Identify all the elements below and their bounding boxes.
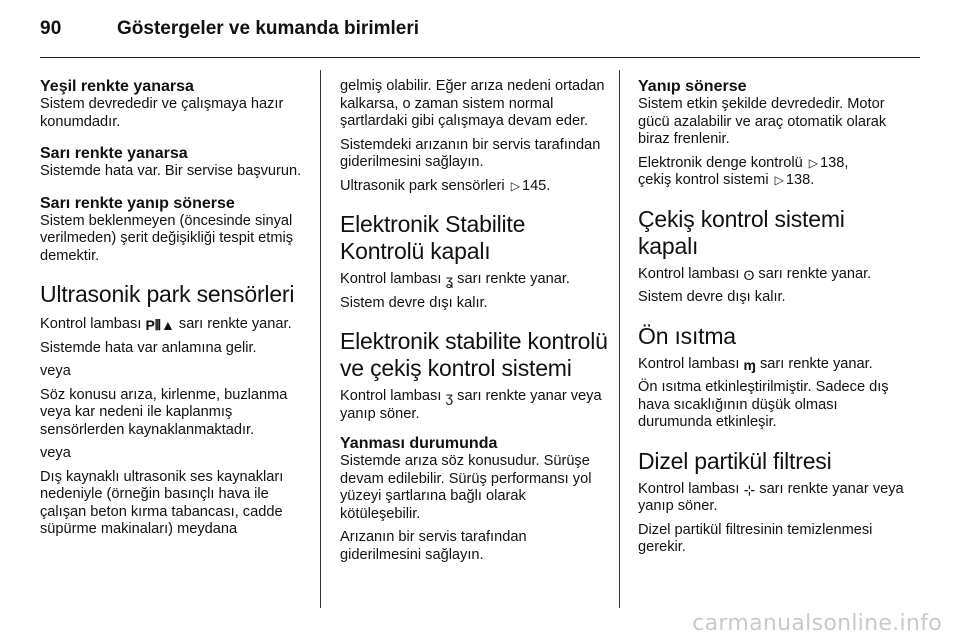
paragraph: Sistem devre dışı kalır. (638, 289, 786, 305)
paragraph (340, 388, 610, 423)
text-fragment: Kontrol lambası (340, 271, 442, 287)
page-header (40, 14, 920, 54)
paragraph: Dış kaynaklı ultrasonik ses kaynakları nedeniyle (örneğin basınçlı hava ile çalışan beton kırma tabancası, cadde süpürme makinaları) meydana (40, 468, 284, 537)
page-reference: 145. (521, 177, 551, 194)
paragraph (638, 481, 908, 516)
section-heading: Sarı renkte yanıp sönerse (40, 194, 235, 212)
esc-off-icon: ʓ (445, 272, 454, 288)
paragraph: Arızanın bir servis tarafından giderilmesini sağlayın. (340, 529, 527, 563)
paragraph: Söz konusu arıza, kirlenme, buzlanma veya kar nedeni ile kaplanmış sensörlerden kaynaklanmaktadır. (40, 386, 288, 438)
text-fragment: sarı renkte yanar veya yanıp söner. (340, 388, 602, 422)
text-fragment: sarı renkte yanar. (758, 265, 872, 282)
traction-control-off-icon: ʘ (743, 266, 755, 283)
section-heading: Sarı renkte yanarsa (40, 145, 188, 162)
paragraph (340, 271, 610, 289)
paragraph (40, 316, 310, 334)
paragraph (638, 266, 908, 284)
paragraph: Ön ısıtma etkinleştirilmiştir. Sadece dış hava sıcaklığının düşük olması durumunda etkinleşir. (638, 379, 889, 430)
section-heading: Ön ısıtma (638, 322, 736, 349)
section-heading: Yanıp sönerse (638, 78, 747, 95)
header-rule (40, 57, 920, 58)
text-fragment: sarı renkte yanar. (178, 316, 292, 332)
paragraph: gelmiş olabilir. Eğer arıza nedeni ortadan kalkarsa, o zaman sistem normal şartlardaki gibi çalışmaya devam eder. (340, 78, 605, 129)
paragraph: Sistemde hata var anlamına gelir. (40, 339, 257, 356)
page-title: Göstergeler ve kumanda birimleri (117, 18, 420, 39)
page-reference: 138. (785, 172, 815, 188)
text-fragment: Kontrol lambası (638, 265, 740, 282)
text-fragment: Kontrol lambası (40, 316, 142, 332)
paragraph: veya (40, 363, 71, 379)
text-fragment: sarı renkte yanar. (457, 271, 570, 287)
page-reference-icon: ▷ (808, 155, 818, 170)
section-heading: Dizel partikül filtresi (638, 447, 832, 474)
page-reference-icon: ▷ (510, 178, 520, 193)
watermark: carmanualsonline.info (692, 611, 942, 636)
paragraph: Sistem devre dışı kalır. (340, 294, 488, 311)
paragraph: Sistem devrededir ve çalışmaya hazır konumdadır. (40, 96, 284, 130)
paragraph: veya (40, 445, 71, 461)
text-fragment: sarı renkte yanar. (759, 355, 873, 372)
section-heading: Çekiş kontrol sistemi kapalı (638, 205, 845, 259)
section-heading: Ultrasonik park sensörleri (40, 281, 295, 307)
paragraph: Sistemde hata var. Bir servise başvurun. (40, 163, 302, 179)
text-fragment: sarı renkte yanar veya yanıp söner. (638, 480, 904, 514)
column-divider (320, 70, 321, 608)
column-left (40, 62, 310, 539)
section-heading: Elektronik stabilite kontrolü ve çekiş kontrol sistemi (340, 328, 608, 381)
column-middle (340, 62, 610, 564)
paragraph: Sistemde arıza söz konusudur. Sürüşe devam edilebilir. Sürüş performansı yol yüzeyi şartlarına bağlı olarak kötüleşebilir. (340, 453, 592, 522)
paragraph (638, 155, 908, 190)
text-fragment: Ultrasonik park sensörleri (340, 177, 505, 194)
diesel-particle-filter-icon: ⊹ (743, 481, 756, 498)
text-fragment: çekiş kontrol sistemi (638, 172, 769, 188)
text-fragment: Kontrol lambası (638, 480, 740, 497)
paragraph: Sistemdeki arızanın bir servis tarafından giderilmesini sağlayın. (340, 136, 601, 170)
page-number: 90 (40, 18, 62, 39)
paragraph: Dizel partikül filtresinin temizlenmesi gerekir. (638, 521, 873, 555)
column-divider (619, 70, 620, 608)
paragraph: Sistem beklenmeyen (öncesinde sinyal verilmeden) şerit değişikliği tespit etmiş demektir. (40, 212, 294, 264)
page-reference-icon: ▷ (774, 173, 784, 187)
text-fragment: Kontrol lambası (340, 388, 442, 404)
page-reference: 138, (819, 154, 849, 171)
section-heading: Yeşil renkte yanarsa (40, 78, 194, 95)
column-right (638, 62, 908, 557)
glow-plug-icon: ɱ (743, 356, 756, 373)
text-fragment: Kontrol lambası (638, 355, 740, 372)
park-sensor-warning-icon: P⦀▲ (145, 317, 175, 333)
paragraph (340, 178, 610, 196)
paragraph: Sistem etkin şekilde devrededir. Motor gücü azalabilir ve araç otomatik olarak biraz frenlenir. (638, 96, 887, 147)
text-fragment: Elektronik denge kontrolü (638, 154, 803, 171)
section-heading: Yanması durumunda (340, 435, 498, 452)
section-heading: Elektronik Stabilite Kontrolü kapalı (340, 211, 526, 264)
esc-tc-icon: ʒ (445, 389, 454, 405)
paragraph (638, 356, 908, 374)
